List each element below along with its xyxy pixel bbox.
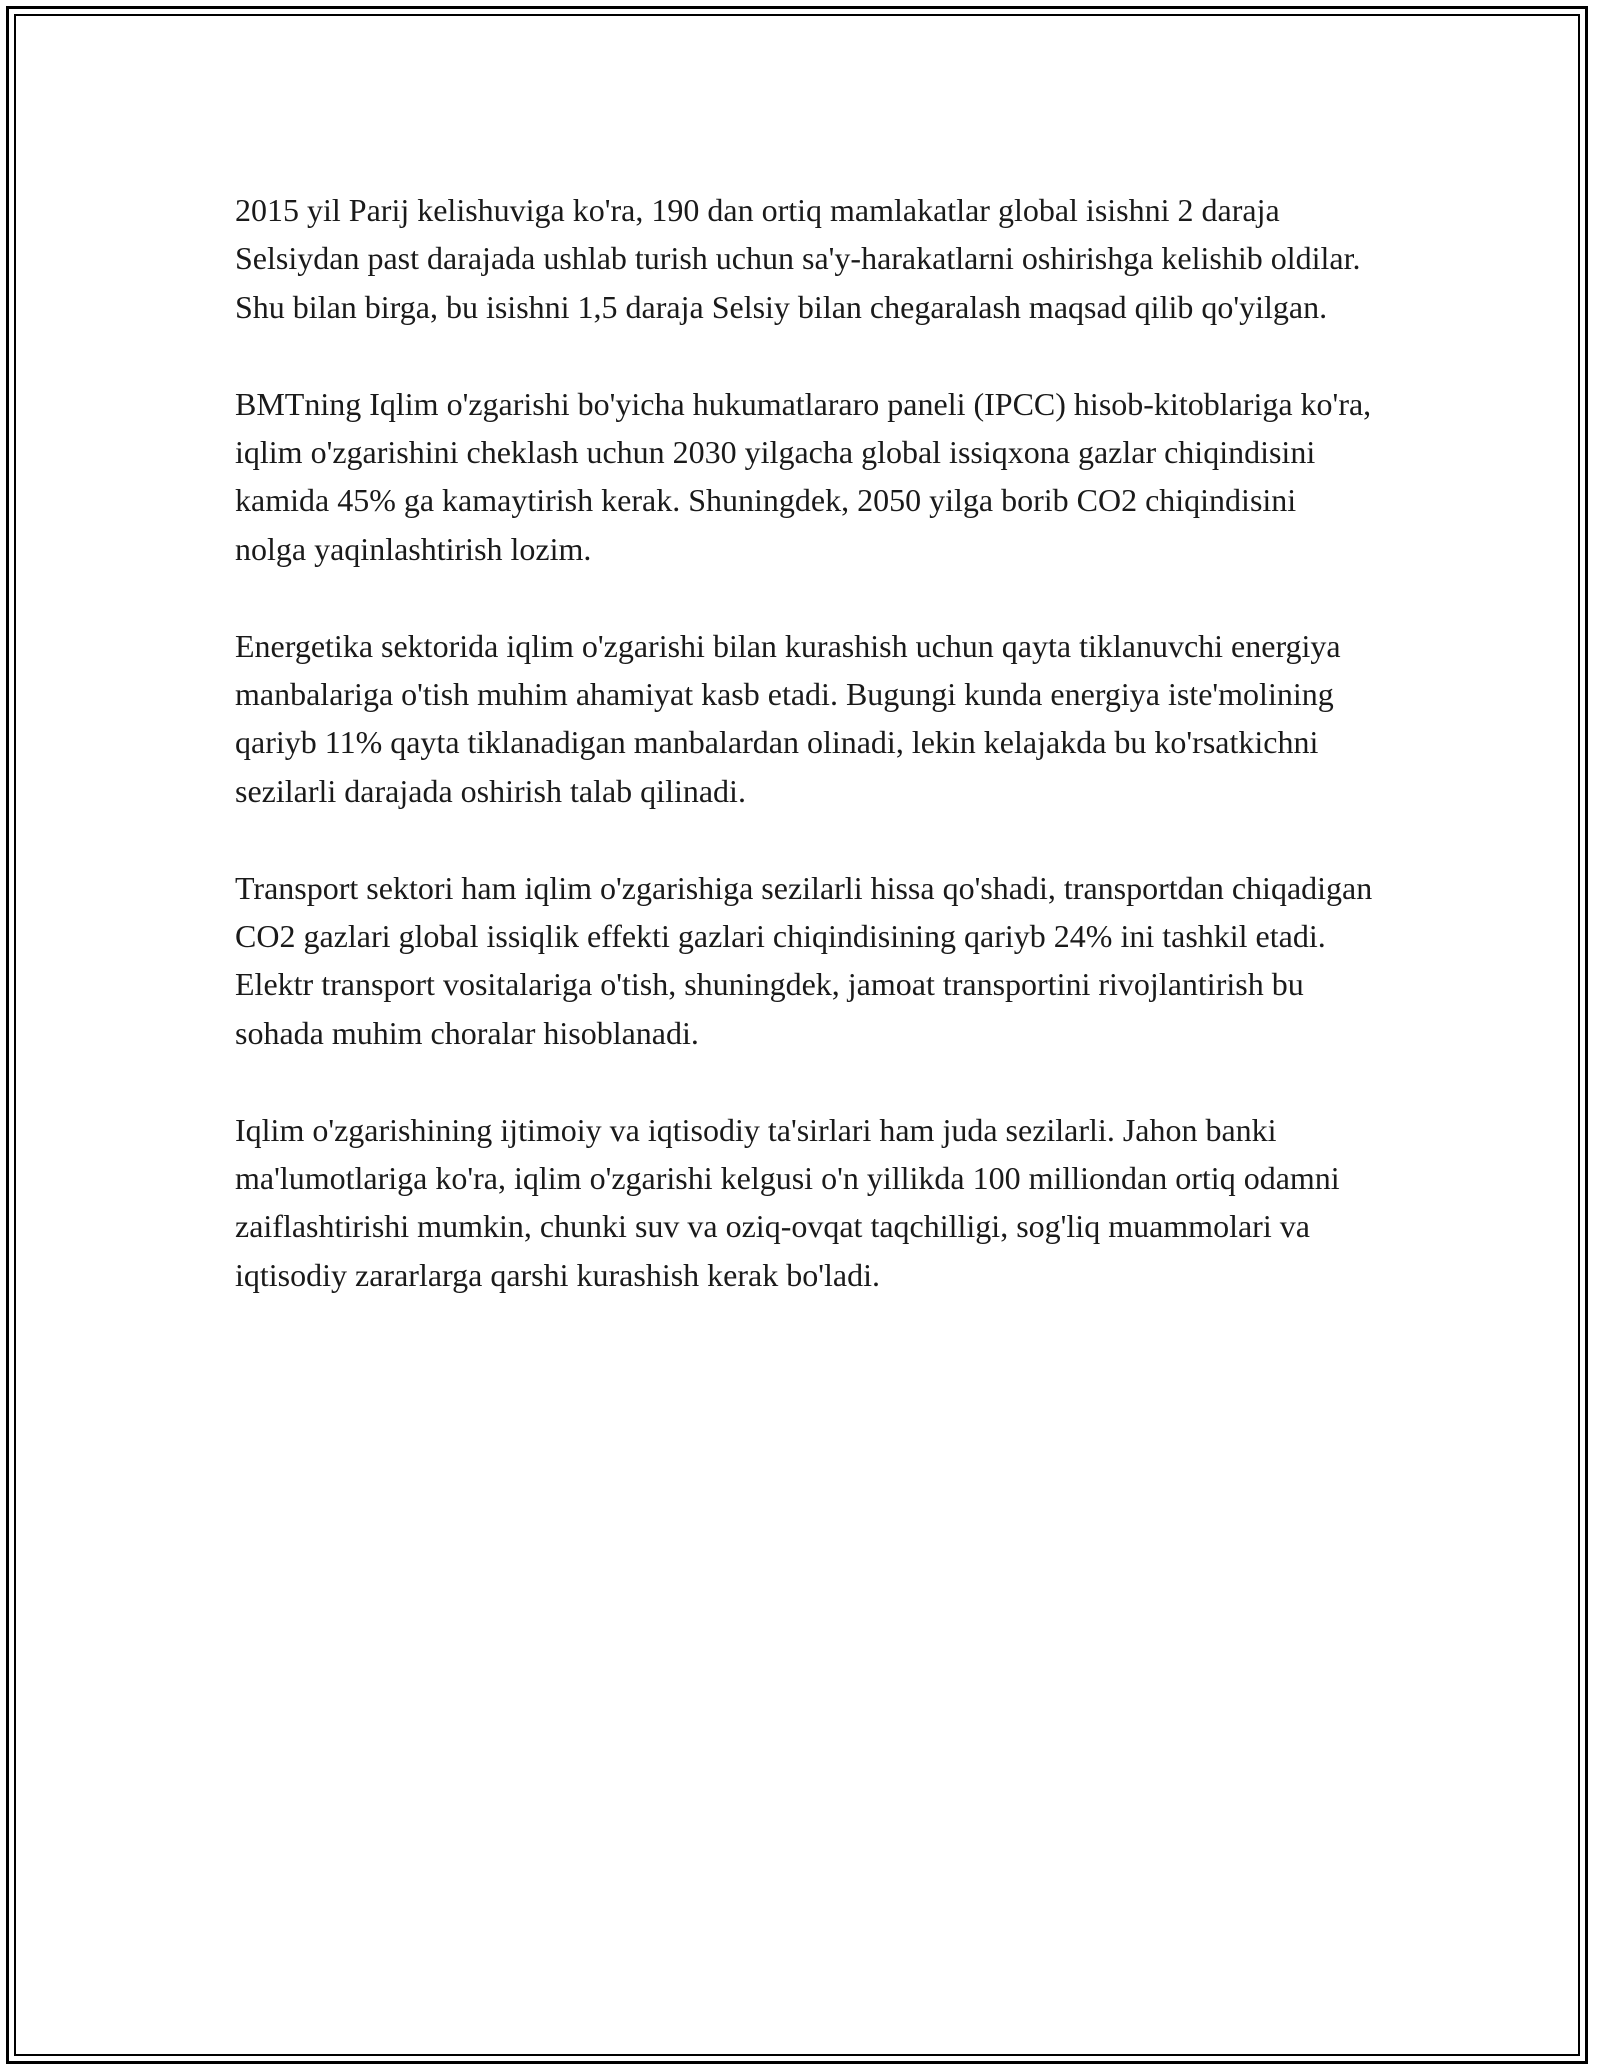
paragraph-paris-agreement: 2015 yil Parij kelishuviga ko'ra, 190 dan ortiq mamlakatlar global isishni 2 daraja Selsiydan past darajada ushlab turish uchun sa'y-harakatlarni oshirishga kelishib oldilar. Shu bilan birga, bu isishni 1,5 daraja Selsiy bilan chegaralash maqsad qilib qo'yilgan. xyxy=(235,192,1361,325)
paragraph-transport-sector: Transport sektori ham iqlim o'zgarishiga sezilarli hissa qo'shadi, transportdan chiqadigan CO2 gazlari global issiqlik effekti gazlari chiqindisining qariyb 24% ini tashkil etadi. Elektr transport vositalariga o'tish, shuningdek, jamoat transportini rivojlantirish bu sohada muhim choralar hisoblanadi. xyxy=(235,869,1373,1051)
paragraph-energy-sector: Energetika sektorida iqlim o'zgarishi bilan kurashish uchun qayta tiklanuvchi energiya manbalariga o'tish muhim ahamiyat kasb etadi. Bugungi kunda energiya iste'molining qariyb 11% qayta tiklanadigan manbalardan olinadi, lekin kelajakda bu ko'rsatkichni sezilarli darajada oshirish talab qilinadi. xyxy=(235,627,1341,809)
paragraph-ipcc: BMTning Iqlim o'zgarishi bo'yicha hukumatlararo paneli (IPCC) hisob-kitoblariga ko'ra, iqlim o'zgarishini cheklash uchun 2030 yilgacha global issiqxona gazlar chiqindisini kamida 45% ga kamaytirish kerak. Shuningdek, 2050 yilga borib CO2 chiqindisini nolga yaqinlashtirish lozim. xyxy=(235,385,1372,567)
document-body xyxy=(235,186,1375,1348)
paragraph-social-economic-impacts: Iqlim o'zgarishining ijtimoiy va iqtisodiy ta'sirlari ham juda sezilarli. Jahon banki ma'lumotlariga ko'ra, iqlim o'zgarishi kelgusi o'n yillikda 100 milliondan ortiq odamni zaiflashtirishi mumkin, chunki suv va oziq-ovqat taqchilligi, sog'liq muammolari va iqtisodiy zararlarga qarshi kurashish kerak bo'ladi. xyxy=(235,1111,1340,1293)
